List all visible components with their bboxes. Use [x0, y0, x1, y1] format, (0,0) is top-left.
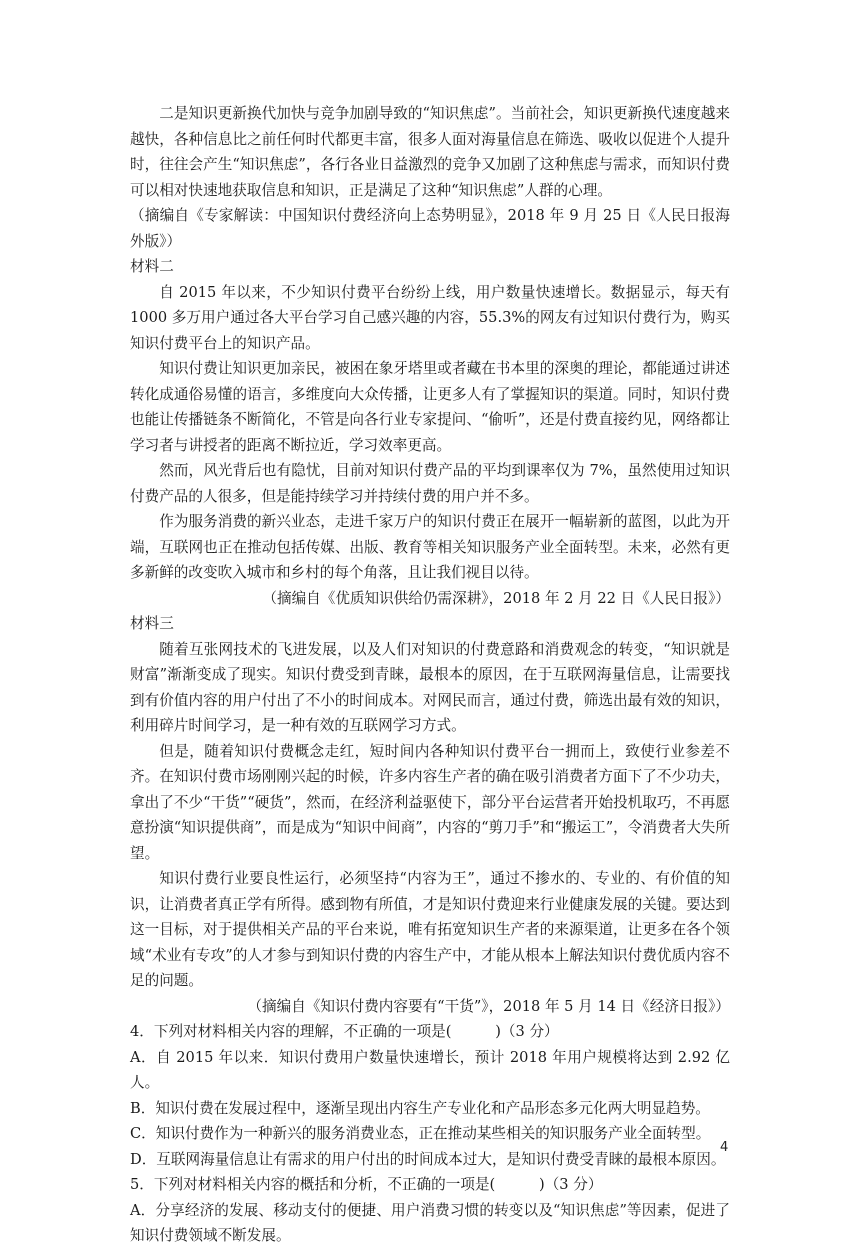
material2-paragraph-2: 知识付费让知识更加亲民，被困在象牙塔里或者藏在书本里的深奥的理论，都能通过讲述转化成通俗易懂的语言，多维度向大众传播，让更多人有了掌握知识的渠道。同时，知识付费也能让传播链条不断简化，不管是向各行业专家提问、“偷听”，还是付费直接约见，网络都让学习者与讲授者的距离不断拉近，学习效率更高。 — [130, 360, 730, 454]
material1-paragraph: 二是知识更新换代加快与竞争加剧导致的“知识焦虑”。当前社会，知识更新换代速度越来越快，各种信息比之前任何时代都更丰富，很多人面对海量信息在筛选、吸收以促进个人提升时，往往会产生“知识焦虑”，各行各业日益激烈的竞争又加剧了这种焦虑与需求，而知识付费可以相对快速地获取信息和知识，正是满足了这种“知识焦虑”人群的心理。 — [130, 105, 730, 199]
question-4-stem: 4．下列对材料相关内容的理解，不正确的一项是( )（3 分） — [130, 1023, 559, 1040]
material2-paragraph-3: 然而，风光背后也有隐忧，目前对知识付费产品的平均到课率仅为 7%，虽然使用过知识付费产品的人很多，但是能持续学习并持续付费的用户并不多。 — [130, 462, 730, 505]
material3-heading: 材料三 — [130, 615, 174, 632]
question-4-option-a: A．自 2015 年以来．知识付费用户数量快速增长，预计 2018 年用户规模将达到 2.92 亿人。 — [130, 1048, 730, 1091]
material3-paragraph-3: 知识付费行业要良性运行，必须坚持“内容为王”，通过不掺水的、专业的、有价值的知识，让消费者真正学有所得。感到物有所值，才是知识付费迎来行业健康发展的关键。要达到这一目标，对于提供相关产品的平台来说，唯有拓宽知识生产者的来源渠道，让更多在各个领域“术业有专攻”的人才参与到知识付费的内容生产中，才能从根本上解法知识付费优质内容不足的问题。 — [130, 870, 730, 989]
material3-paragraph-1: 随着互张网技术的飞进发展，以及人们对知识的付费意路和消费观念的转变，“知识就是财富”渐渐变成了现实。知识付费受到青睐，最根本的原因，在于互联网海量信息，让需要找到有价值内容的用户付出了不小的时间成本。对网民而言，通过付费，筛选出最有效的知识，利用碎片时间学习，是一种有效的互联网学习方式。 — [130, 640, 730, 734]
material2-heading: 材料二 — [130, 258, 174, 275]
question-4-option-c: C．知识付费作为一种新兴的服务消费业态，正在推动某些相关的知识服务产业全面转型。 — [130, 1125, 711, 1142]
material2-paragraph-1: 自 2015 年以来，不少知识付费平台纷纷上线，用户数量快速增长。数据显示，每天有 1000 多万用户通过各大平台学习自己感兴趣的内容，55.3%的网友有过知识付费行为，购买知识付费平台上的知识产品。 — [130, 283, 730, 352]
material3-paragraph-2: 但是，随着知识付费概念走红，短时间内各种知识付费平台一拥而上，致使行业参差不齐。在知识付费市场刚刚兴起的时候，许多内容生产者的确在吸引消费者方面下了不少功夫，拿出了不少“干货”“硬货”，然而，在经济利益驱使下，部分平台运营者开始投机取巧，不再愿意扮演“知识提供商”，而是成为“知识中间商”，内容的“剪刀手”和“搬运工”，令消费者大失所望。 — [130, 742, 730, 862]
question-4-option-b: B．知识付费在发展过程中，逐渐呈现出内容生产专业化和产品形态多元化两大明显趋势。 — [130, 1099, 710, 1117]
page-number: 4 — [720, 1140, 729, 1155]
page-content — [130, 101, 730, 1249]
question-5-option-a: A．分享经济的发展、移动支付的便捷、用户消费习惯的转变以及“知识焦虑”等因素，促进了知识付费领域不断发展。 — [130, 1201, 730, 1244]
material1-source: （摘编自《专家解读：中国知识付费经济向上态势明显》，2018 年 9 月 25 日《人民日报海外版》） — [130, 207, 730, 250]
question-5-stem: 5．下列对材料相关内容的概括和分析，不正确的一项是( )（3 分） — [130, 1176, 603, 1193]
question-4-option-d: D．互联网海量信息让有需求的用户付出的时间成本过大，是知识付费受青睐的最根本原因。 — [130, 1150, 726, 1168]
material2-paragraph-4: 作为服务消费的新兴业态，走进千家万户的知识付费正在展开一幅崭新的蓝图，以此为开端，互联网也正在推动包括传媒、出版、教育等相关知识服务产业全面转型。未来，必然有更多新鲜的改变吹入城市和乡村的每个角落，且让我们视目以待。 — [130, 513, 730, 581]
material2-source: （摘编自《优质知识供给仍需深耕》，2018 年 2 月 22 日《人民日报》） — [262, 589, 730, 607]
material3-source: （摘编自《知识付费内容要有“干货”》，2018 年 5 月 14 日《经济日报》） — [247, 997, 730, 1015]
